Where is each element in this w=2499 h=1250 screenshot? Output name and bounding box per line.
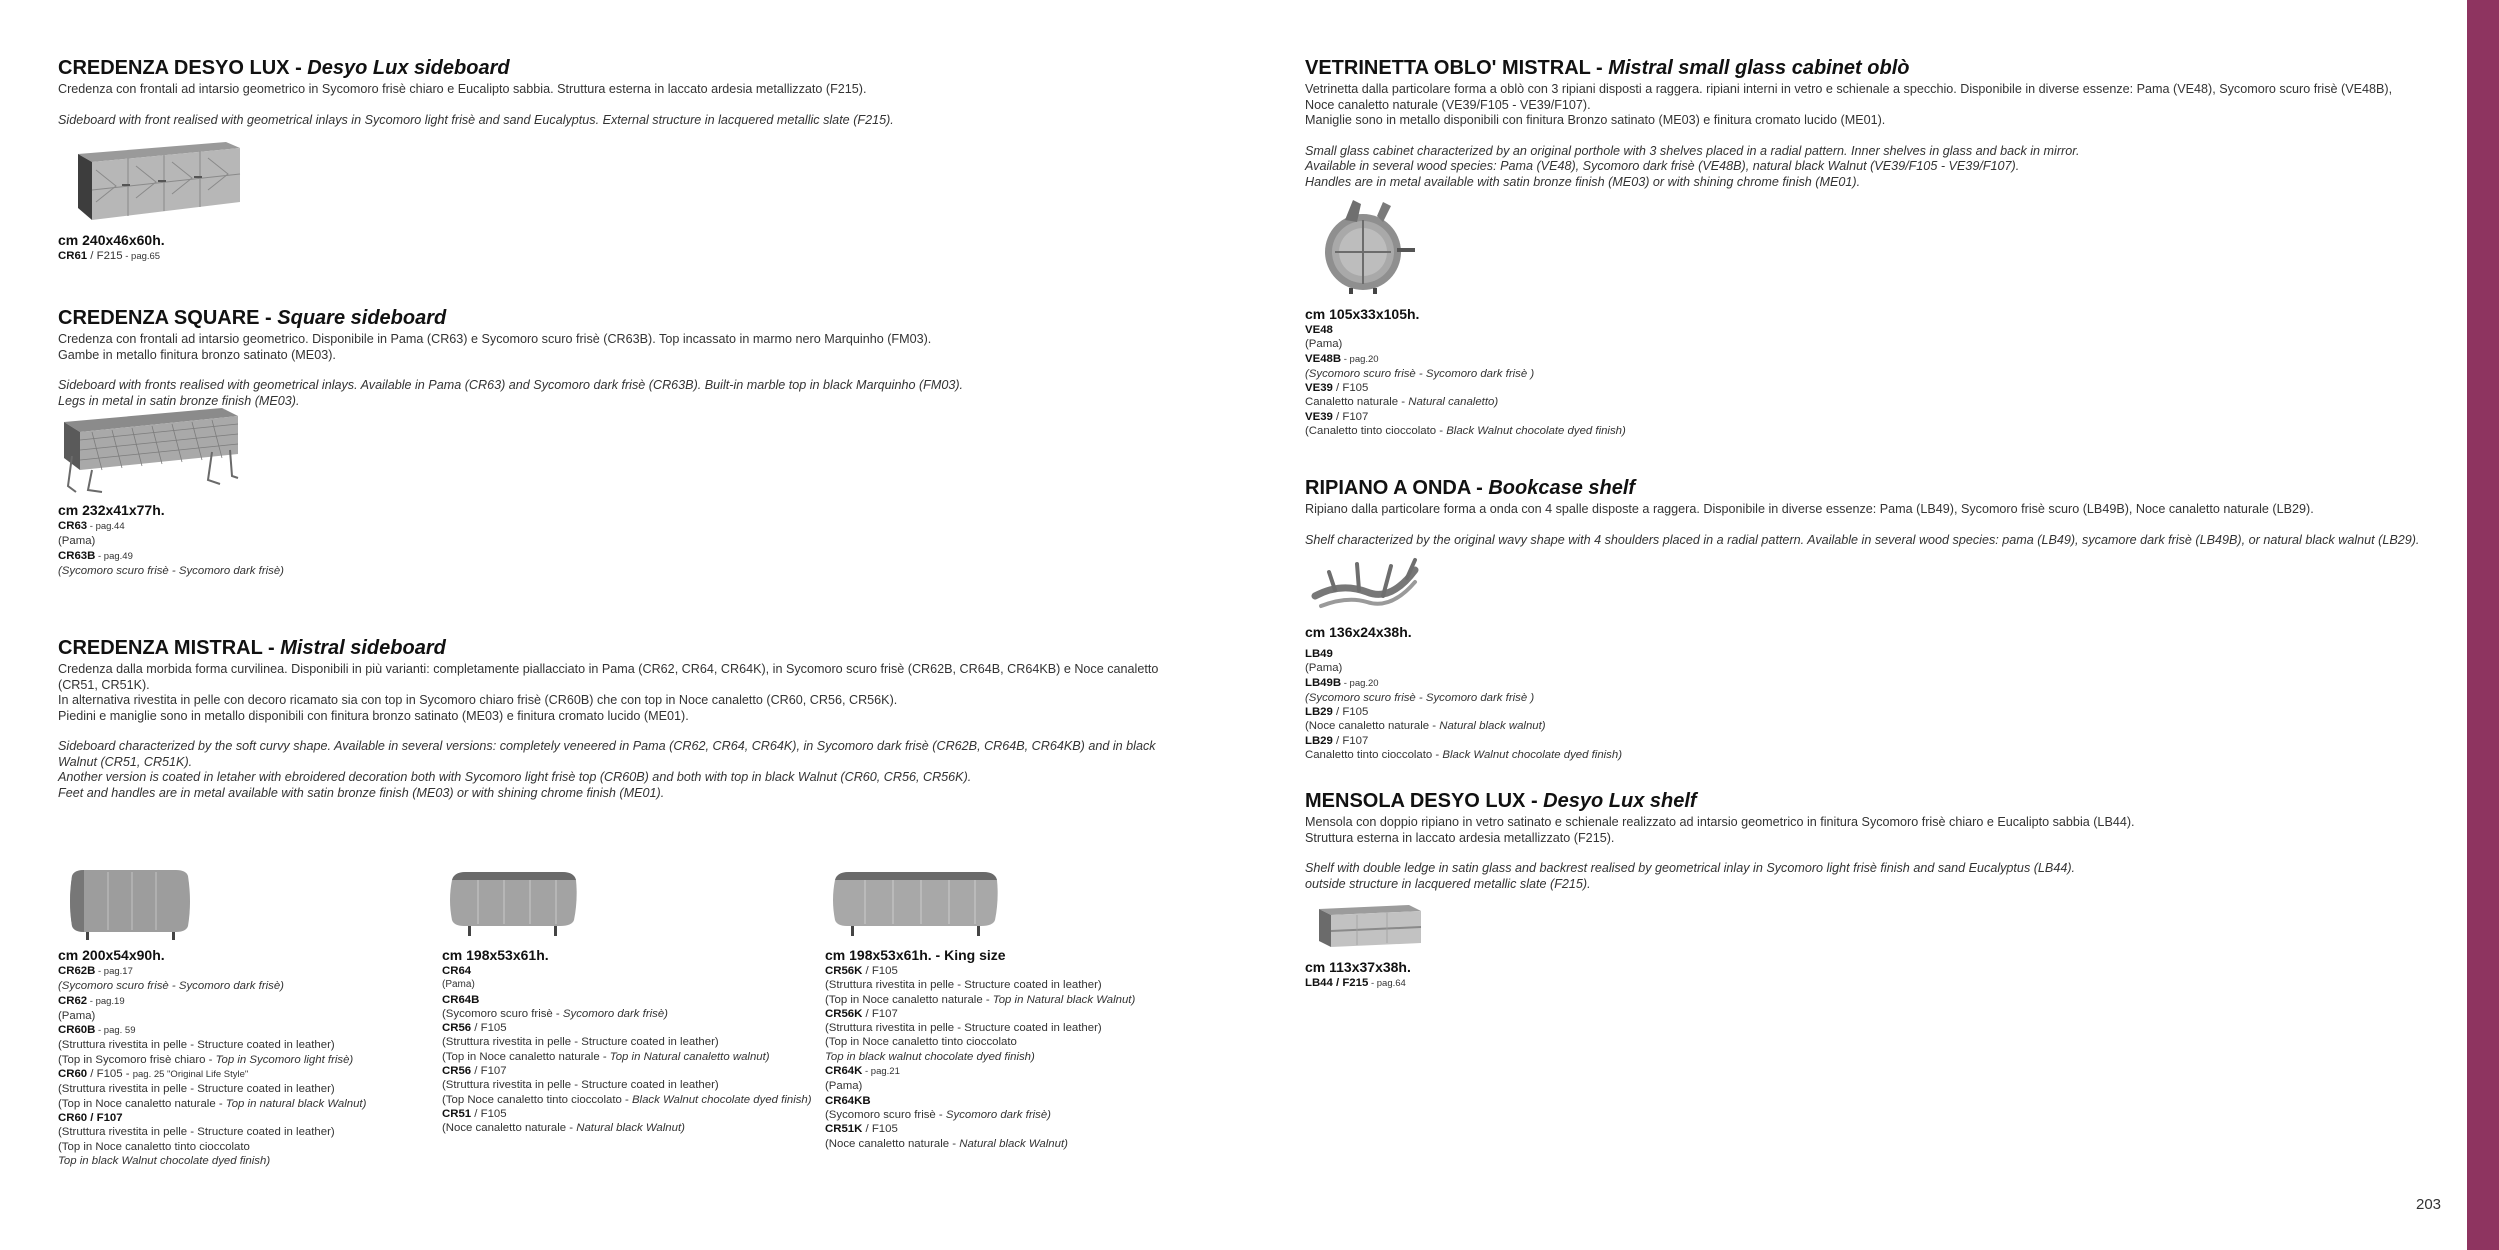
product-code: CR60 / F107 [58, 1111, 123, 1124]
note-text-italic: (Sycomoro scuro frisè - Sycomoro dark frisè ) [1305, 691, 1535, 704]
description-line: Sideboard with fronts realised with geometrical inlays. Available in Pama (CR63) and Sycomoro dark frisè (CR63B). Built-in marble top in black Marquinho (FM03). [58, 378, 964, 392]
product-note-line [825, 1021, 1135, 1035]
product-code-line [825, 1122, 1135, 1136]
finish-code: / F107 [1332, 410, 1369, 423]
product-code-line [825, 1064, 1135, 1079]
page-number: 203 [2416, 1196, 2442, 1213]
product-code-line [1305, 705, 1622, 719]
product-note-line [1305, 367, 1626, 381]
product-code: CR51 [442, 1107, 472, 1120]
note-text-italic: Top in black walnut chocolate dyed finish) [825, 1050, 1035, 1063]
product-code-line [825, 1007, 1135, 1021]
note-text-italic: Natural black walnut) [1439, 720, 1546, 733]
note-text: (Struttura rivestita in pelle - Structure coated in leather) [58, 1083, 335, 1096]
desc-italian [1305, 502, 2455, 518]
note-text-italic: Top in Natural black Walnut) [992, 993, 1136, 1006]
product-note-line [1305, 395, 1626, 409]
product-codes [58, 519, 284, 578]
page-reference: - pag.20 [1341, 353, 1379, 365]
description-line: Another version is coated in letaher with ebroidered decoration both with Sycomoro light frisè top (CR60B) and both with top in black Walnut (CR60, CR56, CR56K). [58, 770, 972, 784]
note-text-italic: Black Walnut chocolate dyed finish) [631, 1093, 812, 1106]
product-note-line [442, 978, 812, 992]
product-codes [58, 964, 366, 1168]
page-reference: - pag. 59 [95, 1025, 136, 1037]
product-code: LB29 [1305, 706, 1333, 719]
product-note-line [1305, 719, 1622, 733]
title-english: Square sideboard [277, 307, 447, 329]
product-note-line [442, 1050, 812, 1064]
product-code: CR62 [58, 994, 88, 1007]
note-text: Canaletto naturale - [1305, 396, 1409, 409]
desc-italian [58, 332, 1248, 363]
product-note-line [1305, 337, 1626, 351]
desc-english [58, 113, 1248, 129]
dimension: cm 240x46x60h. [58, 232, 165, 248]
product-code-line [58, 964, 366, 979]
page-reference: - pag.17 [95, 966, 133, 977]
desyo-lux-shelf-image [1317, 903, 1423, 953]
product-code: CR56 [442, 1022, 472, 1035]
product-code-line [58, 549, 284, 564]
note-text: (Struttura rivestita in pelle - Structure coated in leather) [825, 1022, 1102, 1035]
note-text: (Pama) [58, 535, 96, 548]
product-note-line [58, 1038, 366, 1052]
description-line: In alternativa rivestita in pelle con decoro ricamato sia con top in Sycomoro chiaro frisè (CR60B) che con top in Noce canaletto (CR60, CR56, CR56K). [58, 693, 898, 707]
note-text: (Struttura rivestita in pelle - Structure coated in leather) [442, 1079, 719, 1092]
description-line: outside structure in lacquered metallic slate (F215). [1305, 876, 1591, 891]
mistral-sideboard-image [64, 866, 194, 942]
finish-code: / F105 [471, 1022, 507, 1035]
product-code-line [1305, 352, 1626, 367]
finish-code: / F105 [862, 965, 898, 977]
product-code-line [58, 249, 165, 264]
note-text-italic: Sycomoro dark frisè) [562, 1007, 668, 1020]
page-reference: pag. 25 "Original Life Style" [132, 1069, 249, 1081]
desc-italian [1305, 82, 2455, 129]
product-code: CR64B [442, 993, 480, 1006]
product-note-line [58, 1009, 366, 1023]
product-note-line [442, 1007, 812, 1021]
description-line: Credenza con frontali ad intarsio geometrico. Disponibile in Pama (CR63) e Sycomoro scuro frisè (CR63B). Top incassato in marmo nero Marquinho (FM03). [58, 332, 932, 346]
note-text: (Struttura rivestita in pelle - Structure coated in leather) [58, 1126, 335, 1139]
dimension: cm 113x37x38h. [1305, 959, 1411, 975]
product-code-line [442, 993, 812, 1007]
section-desyo-lux [58, 56, 1248, 262]
section-mensola [1305, 789, 2455, 989]
variant-3 [825, 866, 1135, 1151]
product-note-line [825, 978, 1135, 992]
product-note-line [58, 1154, 366, 1168]
note-text: (Noce canaletto naturale - [442, 1122, 577, 1135]
title-english: Bookcase shelf [1488, 477, 1636, 499]
product-code-line [58, 1067, 366, 1082]
title-italian: RIPIANO A ONDA [1305, 477, 1471, 499]
product-note-line [442, 1078, 812, 1092]
note-text-italic: (Sycomoro scuro frisè - Sycomoro dark frisè) [58, 564, 284, 577]
page-reference: - pag.20 [1341, 677, 1379, 689]
product-codes [58, 249, 165, 264]
product-code: CR60 [58, 1068, 88, 1081]
title-italian: CREDENZA SQUARE [58, 307, 260, 329]
product-codes [1305, 323, 1626, 438]
note-text: (Noce canaletto naturale - [825, 1137, 960, 1150]
product-code: CR51K [825, 1123, 863, 1136]
product-code-line [58, 1111, 366, 1125]
variant-2 [442, 866, 812, 1136]
description-line: Legs in metal in satin bronze finish (ME03). [58, 393, 300, 408]
description-line: Mensola con doppio ripiano in vetro satinato e schienale realizzato ad intarsio geometrico in finitura Sycomoro frisè chiaro e Eucalipto sabbia (LB44). [1305, 815, 2135, 829]
page-reference: - pag.65 [122, 251, 161, 262]
wavy-bookcase-shelf-image [1311, 556, 1421, 614]
note-text: (Noce canaletto naturale - [1305, 720, 1440, 733]
dimension: cm 198x53x61h. [442, 947, 549, 963]
section-title: CREDENZA DESYO LUX - Desyo Lux sideboard [58, 57, 510, 79]
product-note-line [442, 1093, 812, 1107]
description-line: Small glass cabinet characterized by an original porthole with 3 shelves placed in a radial pattern. Inner shelves in glass and back in mirror. [1305, 143, 2080, 158]
note-text: (Pama) [1305, 662, 1343, 675]
product-code-line [1305, 976, 1411, 991]
description-line: Struttura esterna in laccato ardesia metallizzato (F215). [1305, 830, 1615, 845]
description-line: Credenza con frontali ad intarsio geometrico in Sycomoro frisè chiaro e Eucalipto sabbia. Struttura esterna in laccato ardesia metallizzato (F215). [58, 82, 867, 96]
product-code: CR64 [442, 965, 472, 977]
mistral-sideboard-low-image [448, 866, 578, 942]
section-vetrinetta [1305, 56, 2455, 438]
note-text: (Top in Noce canaletto naturale - [442, 1050, 610, 1063]
product-code-line [1305, 734, 1622, 748]
description-line: Sideboard characterized by the soft curvy shape. Available in several versions: completely veneered in Pama (CR62, CR64, CR64K), in Sycomoro dark frisè (CR62B, CR64B, CR64KB) and in black [58, 739, 1156, 753]
product-code: CR56K [825, 965, 863, 977]
finish-code: / F107 [862, 1007, 898, 1020]
title-italian: VETRINETTA OBLO' MISTRAL [1305, 57, 1591, 79]
product-code-line [442, 1107, 812, 1121]
product-note-line [825, 1035, 1135, 1049]
product-code: CR61 [58, 250, 88, 262]
product-note-line [58, 534, 284, 548]
product-code: VE48 [1305, 324, 1333, 336]
product-note-line [1305, 424, 1626, 438]
product-code: LB49B [1305, 676, 1342, 689]
title-italian: MENSOLA DESYO LUX [1305, 790, 1526, 812]
mistral-sideboard-king-size-image [831, 866, 1001, 942]
note-text: (Pama) [825, 1080, 863, 1093]
square-sideboard-image [62, 406, 242, 494]
note-text-italic: Natural canaletto) [1408, 396, 1499, 409]
note-text: (Top in Noce canaletto tinto cioccolato [58, 1140, 250, 1153]
note-text-italic: Top in black Walnut chocolate dyed finish) [58, 1154, 271, 1167]
title-italian: CREDENZA MISTRAL [58, 637, 263, 659]
note-text-italic: (Sycomoro scuro frisè - Sycomoro dark frisè ) [1305, 367, 1535, 380]
product-code-line [825, 964, 1135, 978]
product-code-line [58, 1023, 366, 1038]
description-line: Handles are in metal available with satin bronze finish (ME03) or with shining chrome finish (ME01). [1305, 174, 1861, 189]
dimension: cm 198x53x61h. - King size [825, 947, 1006, 963]
section-title: MENSOLA DESYO LUX - Desyo Lux shelf [1305, 790, 1697, 812]
product-code: LB49 [1305, 648, 1333, 660]
product-code-line [1305, 647, 1622, 661]
desc-italian [58, 662, 1248, 724]
description-line: Available in several wood species: Pama (VE48), Sycomoro dark frisè (VE48B), natural black Walnut (VE39/F105 - VE39/F107). [1305, 159, 2020, 173]
section-title: CREDENZA SQUARE - Square sideboard [58, 307, 447, 329]
product-note-line [58, 1082, 366, 1096]
dimension: cm 200x54x90h. [58, 947, 165, 963]
product-note-line [825, 993, 1135, 1007]
product-code: CR62B [58, 965, 96, 977]
note-text-italic: (Sycomoro scuro frisè - Sycomoro dark frisè) [58, 980, 284, 993]
product-code-line [1305, 381, 1626, 395]
desc-italian [58, 82, 1248, 98]
description-line: Walnut (CR51, CR51K). [58, 754, 193, 769]
title-english: Desyo Lux sideboard [307, 57, 510, 79]
product-code: LB29 [1305, 734, 1333, 747]
side-color-band [2467, 0, 2499, 1250]
description-line: Ripiano dalla particolare forma a onda con 4 spalle disposte a raggera. Disponibile in diverse essenze: Pama (LB49), Sycomoro frisè scuro (LB49B), Noce canaletto naturale (LB29). [1305, 502, 2314, 516]
dimension: cm 105x33x105h. [1305, 306, 1420, 322]
section-title: CREDENZA MISTRAL - Mistral sideboard [58, 637, 446, 659]
product-note-line [825, 1079, 1135, 1093]
note-text: (Pama) [442, 979, 475, 991]
description-line: Piedini e maniglie sono in metallo disponibili con finitura bronzo satinato (ME03) e finitura cromato lucido (ME01). [58, 708, 689, 723]
note-text: Canaletto tinto cioccolato - [1305, 749, 1443, 762]
title-english: Mistral small glass cabinet oblò [1608, 57, 1910, 79]
page-reference: - pag.49 [95, 550, 133, 562]
product-codes [442, 964, 812, 1136]
desyo-lux-sideboard-image [76, 140, 244, 222]
page-reference: - pag.21 [862, 1066, 900, 1078]
note-text-italic: Top in Natural canaletto walnut) [609, 1050, 770, 1063]
description-line: Feet and handles are in metal available with satin bronze finish (ME03) or with shining chrome finish (ME01). [58, 785, 665, 800]
finish-code: / F105 [862, 1123, 898, 1136]
note-text-italic: Black Walnut chocolate dyed finish) [1446, 425, 1626, 438]
note-text: (Canaletto tinto cioccolato - [1305, 425, 1447, 438]
page-reference: - pag.44 [87, 521, 125, 532]
note-text: (Pama) [1305, 338, 1343, 351]
finish-code: / F215 [87, 250, 123, 262]
product-note-line [825, 1108, 1135, 1122]
note-text-italic: Natural black Walnut) [576, 1122, 685, 1135]
product-code: CR56K [825, 1007, 863, 1020]
product-codes [1305, 976, 1411, 991]
product-note-line [825, 1050, 1135, 1064]
section-ripiano [1305, 476, 2455, 762]
product-code-line [58, 994, 366, 1009]
finish-code: / F105 [471, 1107, 507, 1120]
note-text-italic: Top in natural black Walnut) [225, 1097, 367, 1110]
finish-code: / F105 [1332, 382, 1369, 395]
product-code: LB44 / F215 [1305, 977, 1369, 989]
note-text: (Top in Sycomoro frisè chiaro - [58, 1053, 216, 1066]
title-italian: CREDENZA DESYO LUX [58, 57, 290, 79]
note-text: (Top in Noce canaletto naturale - [58, 1097, 226, 1110]
note-text: (Struttura rivestita in pelle - Structure coated in leather) [442, 1036, 719, 1049]
note-text: (Top in Noce canaletto tinto cioccolato [825, 1036, 1017, 1049]
note-text: (Top Noce canaletto tinto cioccolato - [442, 1093, 632, 1106]
product-code-line [58, 519, 284, 534]
title-english: Mistral sideboard [280, 637, 446, 659]
product-code-line [1305, 323, 1626, 337]
product-note-line [58, 1097, 366, 1111]
product-note-line [58, 564, 284, 578]
description-line: Credenza dalla morbida forma curvilinea. Disponibili in più varianti: completamente piallacciato in Pama (CR62, CR64, CR64K), in Sycomoro scuro frisè (CR62B, CR64B, CR64KB) e Noce canaletto [58, 662, 1159, 676]
product-code-line [442, 964, 812, 978]
product-note-line [442, 1121, 812, 1135]
note-text: (Struttura rivestita in pelle - Structure coated in leather) [58, 1039, 335, 1052]
description-line: Sideboard with front realised with geometrical inlays in Sycomoro light frisè and sand Eucalyptus. External structure in lacquered metallic slate (F215). [58, 112, 894, 127]
description-line: Shelf characterized by the original wavy shape with 4 shoulders placed in a radial pattern. Available in several wood species: pama (LB49), sycamore dark frisè (LB49B), or natural black walnut (LB29). [1305, 532, 2420, 547]
section-title: RIPIANO A ONDA - Bookcase shelf [1305, 477, 1636, 499]
product-note-line [1305, 691, 1622, 705]
dimension: cm 232x41x77h. [58, 502, 165, 518]
note-text: (Struttura rivestita in pelle - Structure coated in leather) [825, 979, 1102, 992]
variant-1 [58, 866, 366, 1168]
note-text: (Pama) [58, 1009, 96, 1022]
product-code: VE48B [1305, 352, 1342, 365]
product-note-line [58, 1125, 366, 1139]
product-code-line [825, 1094, 1135, 1108]
description-line: Noce canaletto naturale (VE39/F105 - VE39/F107). [1305, 97, 1591, 112]
note-text-italic: Natural black Walnut) [959, 1137, 1068, 1150]
product-code: CR64KB [825, 1094, 871, 1107]
product-code: CR56 [442, 1065, 472, 1078]
desc-english [58, 739, 1248, 801]
description-line: Maniglie sono in metallo disponibili con finitura Bronzo satinato (ME03) e finitura cromato lucido (ME01). [1305, 113, 1886, 127]
desc-english [58, 378, 1248, 409]
description-line: (CR51, CR51K). [58, 677, 150, 692]
finish-code: / F105 - [87, 1068, 133, 1081]
note-text: (Sycomoro scuro frisè - [442, 1007, 563, 1020]
product-note-line [1305, 661, 1622, 675]
note-text: (Top in Noce canaletto naturale - [825, 993, 993, 1006]
product-code: CR63 [58, 520, 88, 532]
finish-code: / F107 [471, 1065, 507, 1078]
note-text-italic: Top in Sycomoro light frisè) [215, 1053, 354, 1066]
description-line: Shelf with double ledge in satin glass and backrest realised by geometrical inlay in Sycomoro light frisè finish and sand Eucalyptus (LB44). [1305, 861, 2076, 875]
product-code: CR63B [58, 549, 96, 562]
porthole-glass-cabinet-image [1313, 198, 1423, 296]
desc-italian [1305, 815, 2455, 846]
product-code-line [442, 1021, 812, 1035]
page-reference: - pag.64 [1368, 978, 1406, 989]
product-code-line [442, 1064, 812, 1078]
section-mistral [58, 636, 1248, 1167]
product-note-line [442, 1035, 812, 1049]
desc-english [1305, 144, 2455, 191]
finish-code: / F105 [1332, 706, 1369, 719]
product-codes [825, 964, 1135, 1151]
title-english: Desyo Lux shelf [1543, 790, 1697, 812]
product-note-line [825, 1137, 1135, 1151]
product-code: VE39 [1305, 382, 1333, 395]
product-note-line [58, 1053, 366, 1067]
product-codes [1305, 647, 1622, 762]
desc-english [1305, 861, 2455, 892]
product-code: CR60B [58, 1024, 96, 1037]
description-line: Gambe in metallo finitura bronzo satinato (ME03). [58, 347, 336, 362]
product-note-line [1305, 748, 1622, 762]
section-square [58, 306, 1248, 577]
section-title: VETRINETTA OBLO' MISTRAL - Mistral small glass cabinet oblò [1305, 57, 1910, 79]
product-code-line [1305, 676, 1622, 691]
product-note-line [58, 979, 366, 993]
finish-code: / F107 [1332, 734, 1369, 747]
note-text-italic: Black Walnut chocolate dyed finish) [1442, 749, 1623, 762]
note-text-italic: Sycomoro dark frisè) [945, 1108, 1051, 1121]
product-code: CR64K [825, 1065, 863, 1078]
product-code: VE39 [1305, 410, 1333, 423]
desc-english [1305, 533, 2455, 549]
dimension: cm 136x24x38h. [1305, 624, 1412, 640]
page-reference: - pag.19 [87, 995, 125, 1007]
description-line: Vetrinetta dalla particolare forma a oblò con 3 ripiani disposti a raggera. ripiani interni in vetro e schienale a specchio. Disponibile in diverse essenze: Pama (VE48), Sycomoro scuro frisè (VE48B), [1305, 82, 2393, 96]
product-note-line [58, 1140, 366, 1154]
note-text: (Sycomoro scuro frisè - [825, 1108, 946, 1121]
product-code-line [1305, 410, 1626, 424]
